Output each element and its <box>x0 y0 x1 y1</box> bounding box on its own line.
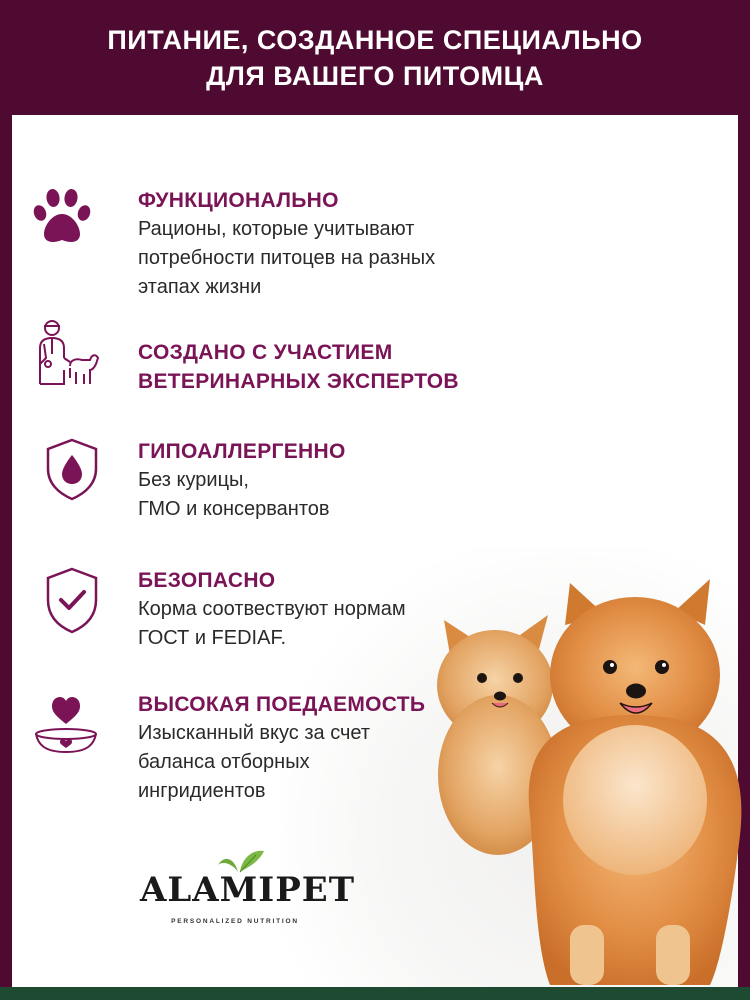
feature-title-line: СОЗДАНО С УЧАСТИЕМ <box>138 341 393 364</box>
feature-desc-line: ингридиентов <box>138 780 266 802</box>
pomeranian-dogs-image <box>420 565 750 987</box>
logo-name: ALAMIPET <box>140 870 355 910</box>
shield-check-icon <box>44 566 108 630</box>
side-border-left <box>0 115 12 987</box>
feature-desc-line: ГОСТ и FEDIAF. <box>138 627 286 649</box>
feature-desc-line: баланса отборных <box>138 751 310 773</box>
heart-bowl-icon <box>30 694 102 758</box>
feature-title: ВЫСОКАЯ ПОЕДАЕМОСТЬ <box>138 693 426 716</box>
veterinarian-with-dog-icon <box>30 318 94 382</box>
feature-desc-line: Рационы, которые учитывают <box>138 218 415 240</box>
feature-desc-line: потребности питоцев на разных <box>138 247 436 269</box>
feature-desc-line: этапах жизни <box>138 276 262 298</box>
paw-icon <box>30 186 94 250</box>
footer-bar <box>0 987 750 1000</box>
feature-vet-experts <box>30 318 490 393</box>
leaf-icon <box>216 845 266 873</box>
feature-title: ФУНКЦИОНАЛЬНО <box>138 189 339 212</box>
alamipet-logo <box>140 845 355 935</box>
feature-desc-line: Корма соотвествуют нормам <box>138 598 406 620</box>
header-title-line-1: ПИТАНИЕ, СОЗДАННОЕ СПЕЦИАЛЬНО <box>107 24 643 55</box>
feature-functional <box>30 186 490 296</box>
feature-desc-line: Изысканный вкус за счет <box>138 722 371 744</box>
feature-title-line: ВЕТЕРИНАРНЫХ ЭКСПЕРТОВ <box>138 370 459 393</box>
feature-title: БЕЗОПАСНО <box>138 569 276 592</box>
header-title-line-2: ДЛЯ ВАШЕГО ПИТОМЦА <box>206 60 544 91</box>
header-banner <box>0 0 750 115</box>
feature-desc-line: ГМО и консервантов <box>138 498 330 520</box>
feature-hypoallergenic <box>30 437 490 520</box>
logo-tagline: PERSONALIZED NUTRITION <box>171 918 299 925</box>
shield-drop-icon <box>44 437 108 501</box>
feature-title: ГИПОАЛЛЕРГЕННО <box>138 440 346 463</box>
feature-desc-line: Без курицы, <box>138 469 249 491</box>
